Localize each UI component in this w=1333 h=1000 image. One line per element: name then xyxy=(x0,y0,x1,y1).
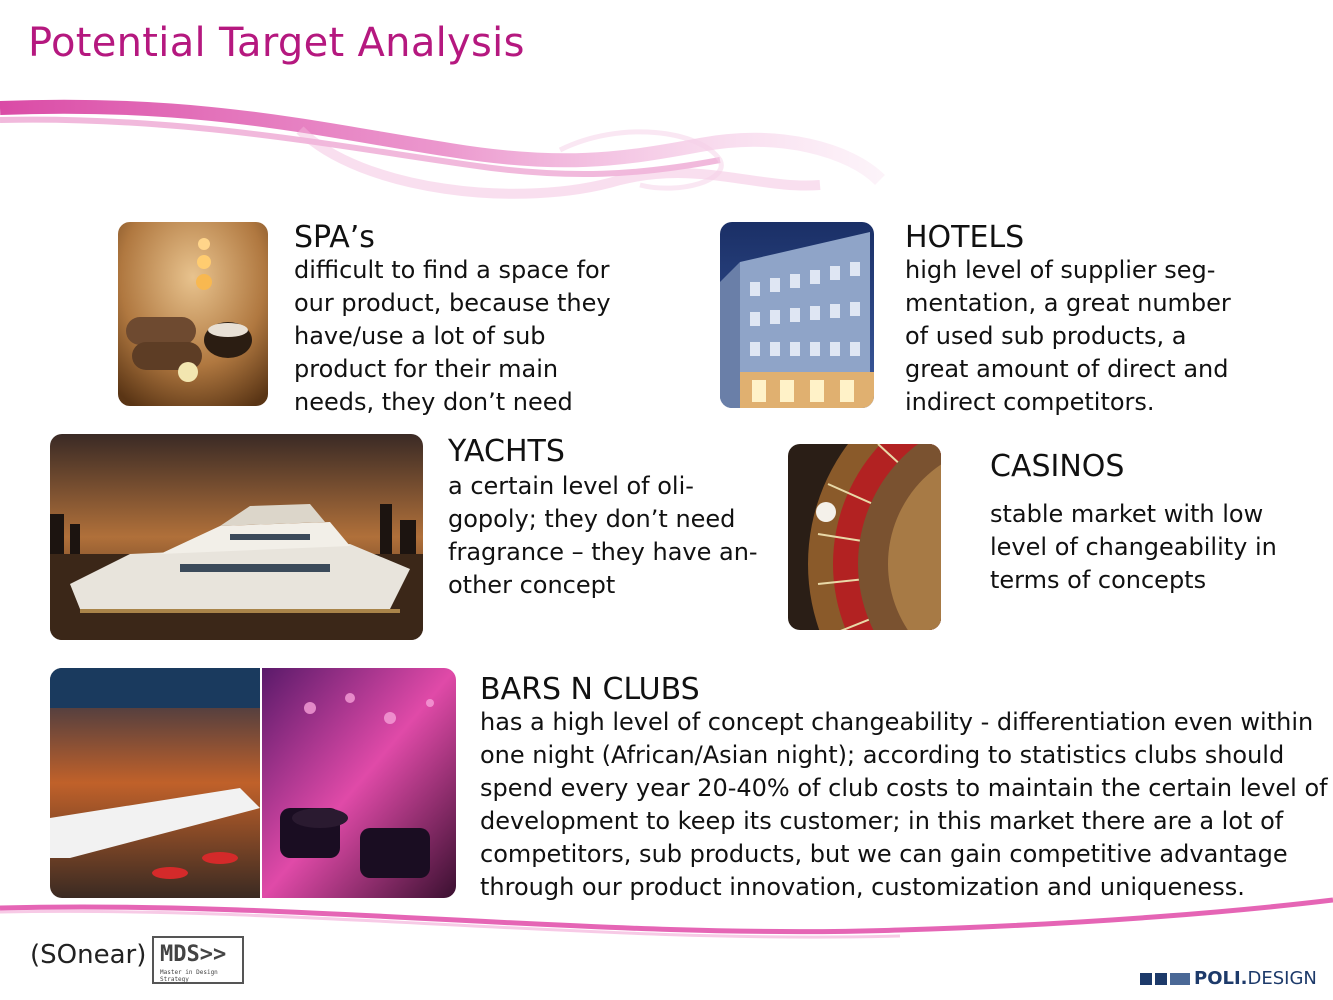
spas-heading: SPA’s xyxy=(294,220,375,255)
hotel-photo xyxy=(720,222,874,408)
spas-line: our product, because they xyxy=(294,289,611,317)
bars-line: spend every year 20-40% of club costs to maintain the certain level of xyxy=(480,774,1328,802)
bars-clubs-description xyxy=(480,706,1328,904)
casino-roulette-photo xyxy=(788,444,941,630)
spas-description xyxy=(294,254,611,419)
spas-line: difficult to find a space for xyxy=(294,256,610,284)
yachts-line: gopoly; they don’t need xyxy=(448,505,736,533)
bars-clubs-heading: BARS N CLUBS xyxy=(480,672,700,707)
mds-logo-text: MDS>> xyxy=(160,942,227,967)
casinos-line: level of changeability in xyxy=(990,533,1277,561)
yachts-line: other concept xyxy=(448,571,616,599)
polidesign-logo-bold: POLI. xyxy=(1194,968,1248,989)
hotels-description xyxy=(905,254,1231,419)
bars-line: has a high level of concept changeability - differentiation even within xyxy=(480,708,1314,736)
casinos-heading: CASINOS xyxy=(990,449,1125,484)
spas-line: product for their main xyxy=(294,355,559,383)
hotels-line: indirect competitors. xyxy=(905,388,1155,416)
casinos-line: terms of concepts xyxy=(990,566,1207,594)
spas-line: needs, they don’t need xyxy=(294,388,573,416)
spas-line: have/use a lot of sub xyxy=(294,322,546,350)
bars-clubs-photos xyxy=(50,668,456,898)
sonear-logo: (SOnear) xyxy=(30,940,147,970)
slide-title: Potential Target Analysis xyxy=(28,20,525,66)
bars-line: competitors, sub products, but we can gain competitive advantage xyxy=(480,840,1288,868)
yachts-line: fragrance – they have an- xyxy=(448,538,758,566)
polidesign-squares-icon xyxy=(1155,973,1167,985)
hotels-line: great amount of direct and xyxy=(905,355,1229,383)
mds-logo xyxy=(152,936,244,984)
polidesign-logo-rest: DESIGN xyxy=(1247,968,1317,989)
hotels-line: mentation, a great number xyxy=(905,289,1231,317)
bars-line: development to keep its customer; in this market there are a lot of xyxy=(480,807,1284,835)
bars-line: one night (African/Asian night); according to statistics clubs should xyxy=(480,741,1285,769)
mds-logo-subtitle: Master in Design Strategy xyxy=(160,969,218,983)
yachts-description xyxy=(448,470,758,602)
pink-swoosh-decoration xyxy=(0,90,900,220)
casinos-description xyxy=(990,498,1277,597)
polidesign-logo xyxy=(1140,968,1317,989)
hotels-line: high level of supplier seg- xyxy=(905,256,1216,284)
bars-line: through our product innovation, customization and uniqueness. xyxy=(480,873,1245,901)
hotels-heading: HOTELS xyxy=(905,220,1025,255)
polidesign-squares-icon xyxy=(1170,973,1190,985)
spa-photo xyxy=(118,222,268,406)
yachts-heading: YACHTS xyxy=(448,434,565,469)
yacht-photo xyxy=(50,434,423,640)
casinos-line: stable market with low xyxy=(990,500,1264,528)
polidesign-squares-icon xyxy=(1140,973,1152,985)
hotels-line: of used sub products, a xyxy=(905,322,1187,350)
yachts-line: a certain level of oli- xyxy=(448,472,694,500)
